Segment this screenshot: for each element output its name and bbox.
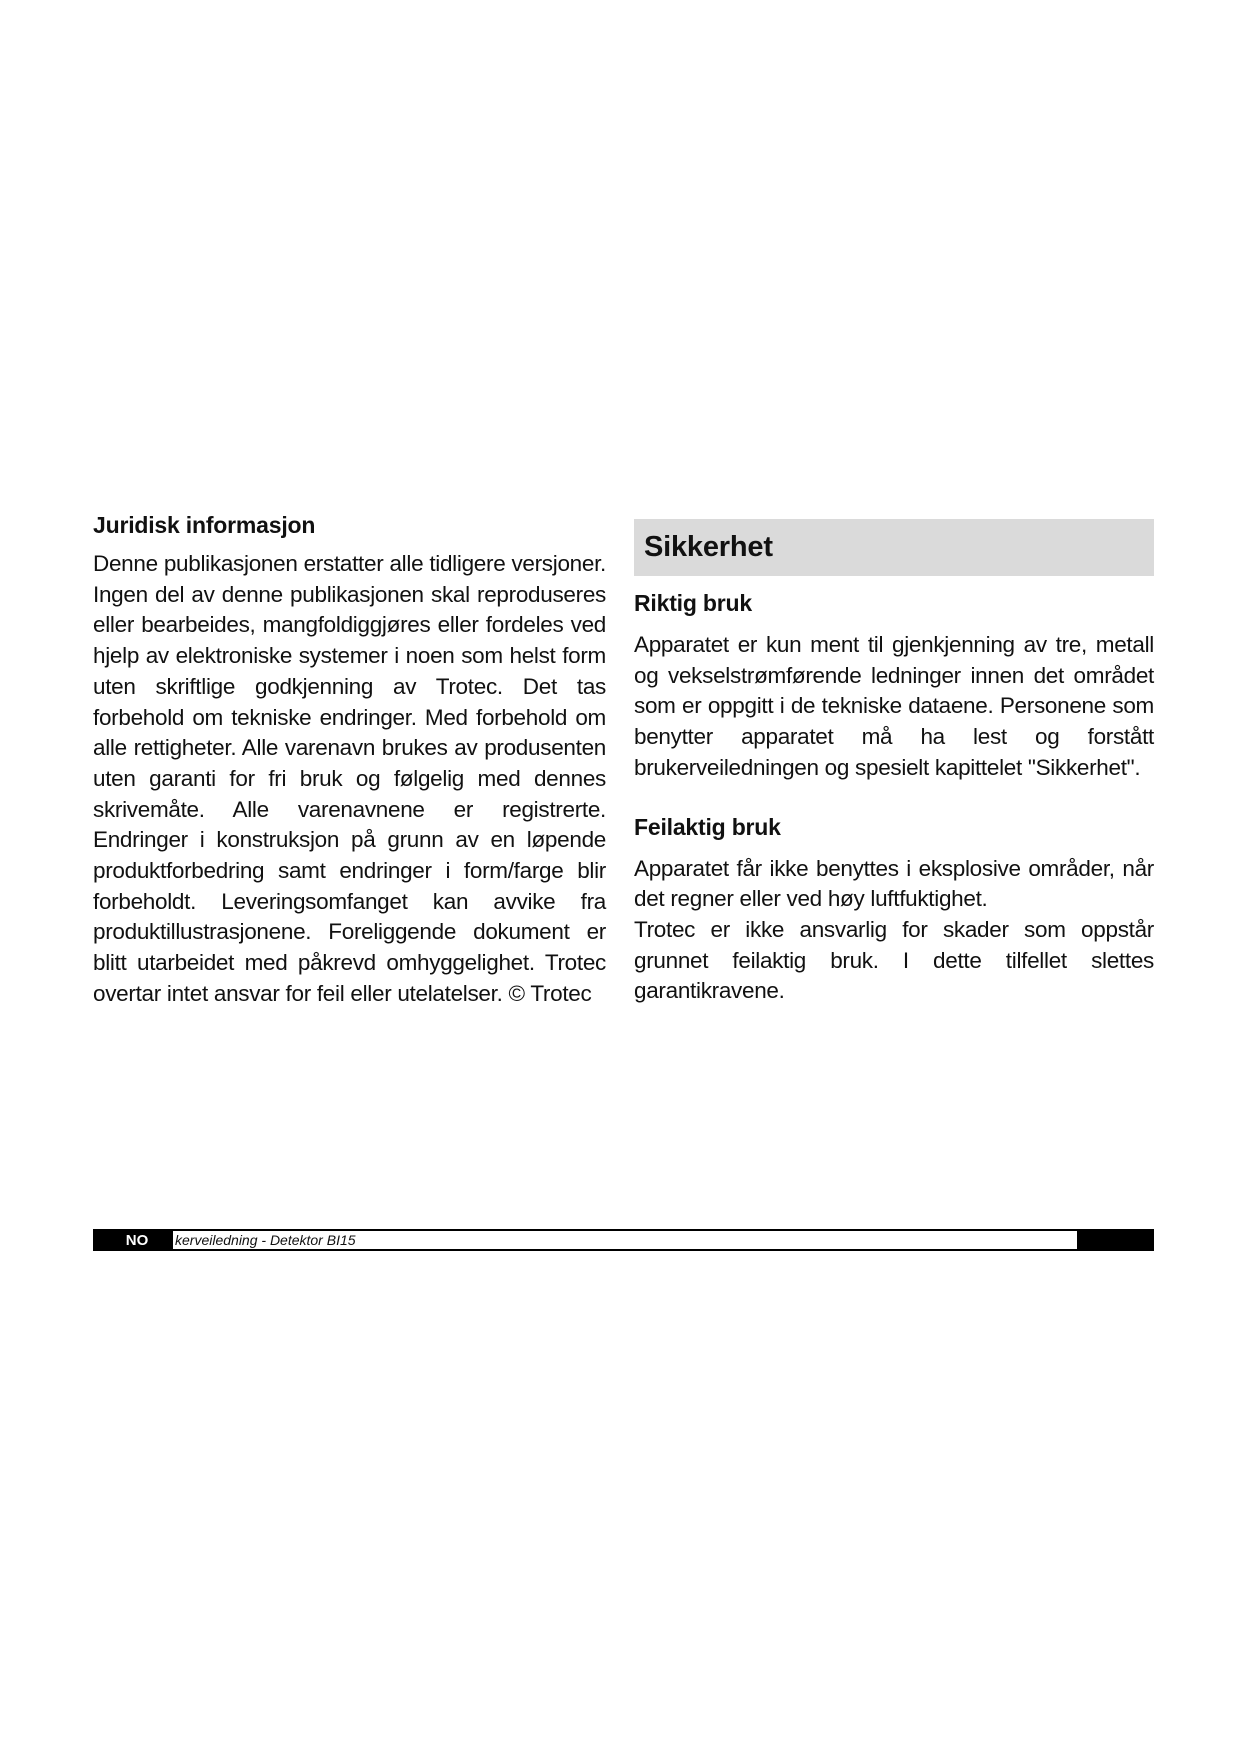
- improper-use-text-2: Trotec er ikke ansvarlig for skader som oppstår grunnet feilaktig bruk. I dette tilfellet slettes garantikravene.: [634, 916, 1154, 1004]
- page-footer: [93, 1229, 1154, 1251]
- improper-use-heading: Feilaktig bruk: [634, 813, 781, 840]
- legal-info-heading: Juridisk informasjon: [93, 512, 316, 538]
- improper-use-text-1: Apparatet får ikke benyttes i eksplosive områder, når det regner eller ved høy luftfuktighet.: [634, 855, 1154, 912]
- intended-use-heading: Riktig bruk: [634, 590, 752, 616]
- legal-info-column: [93, 512, 606, 1010]
- footer-document-title: kerveiledning - Detektor BI15: [173, 1231, 1077, 1249]
- intended-use-block: [634, 590, 1154, 784]
- footer-language-code: NO: [125, 1231, 149, 1249]
- safety-column: [634, 519, 1154, 1007]
- intended-use-text: Apparatet er kun ment til gjenkjenning av tre, metall og vekselstrømførende ledninger innen det området som er oppgitt i de tekniske dataene. Personene som benytter apparatet må ha lest og forstått brukerveiledningen og spesielt kapittelet "Sikkerhet".: [634, 632, 1154, 780]
- improper-use-block: [634, 814, 1154, 1008]
- safety-section-title: Sikkerhet: [634, 519, 1154, 576]
- footer-end-block: [1077, 1229, 1154, 1251]
- legal-info-text: Denne publikasjonen erstatter alle tidligere versjoner. Ingen del av denne publikasjonen skal reproduseres eller bearbeides, mangfoldiggjøres eller fordeles ved hjelp av elektroniske systemer i noen som helst form uten skriftlige godkjenning av Trotec. Det tas forbehold om tekniske endringer. Med forbehold om alle rettigheter. Alle varenavn brukes av produsenten uten garanti for fri bruk og følgelig med dennes skrivemåte. Alle varenavnene er registrerte. Endringer i konstruksjon på grunn av en løpende produktforbedring samt endringer i form/farge blir forbeholdt. Leveringsomfanget kan avvike fra produktillustrasjonene. Foreliggende dokument er blitt utarbeidet med påkrevd omhyggelighet. Trotec overtar intet ansvar for feil eller utelatelser. © Trotec: [93, 551, 606, 1006]
